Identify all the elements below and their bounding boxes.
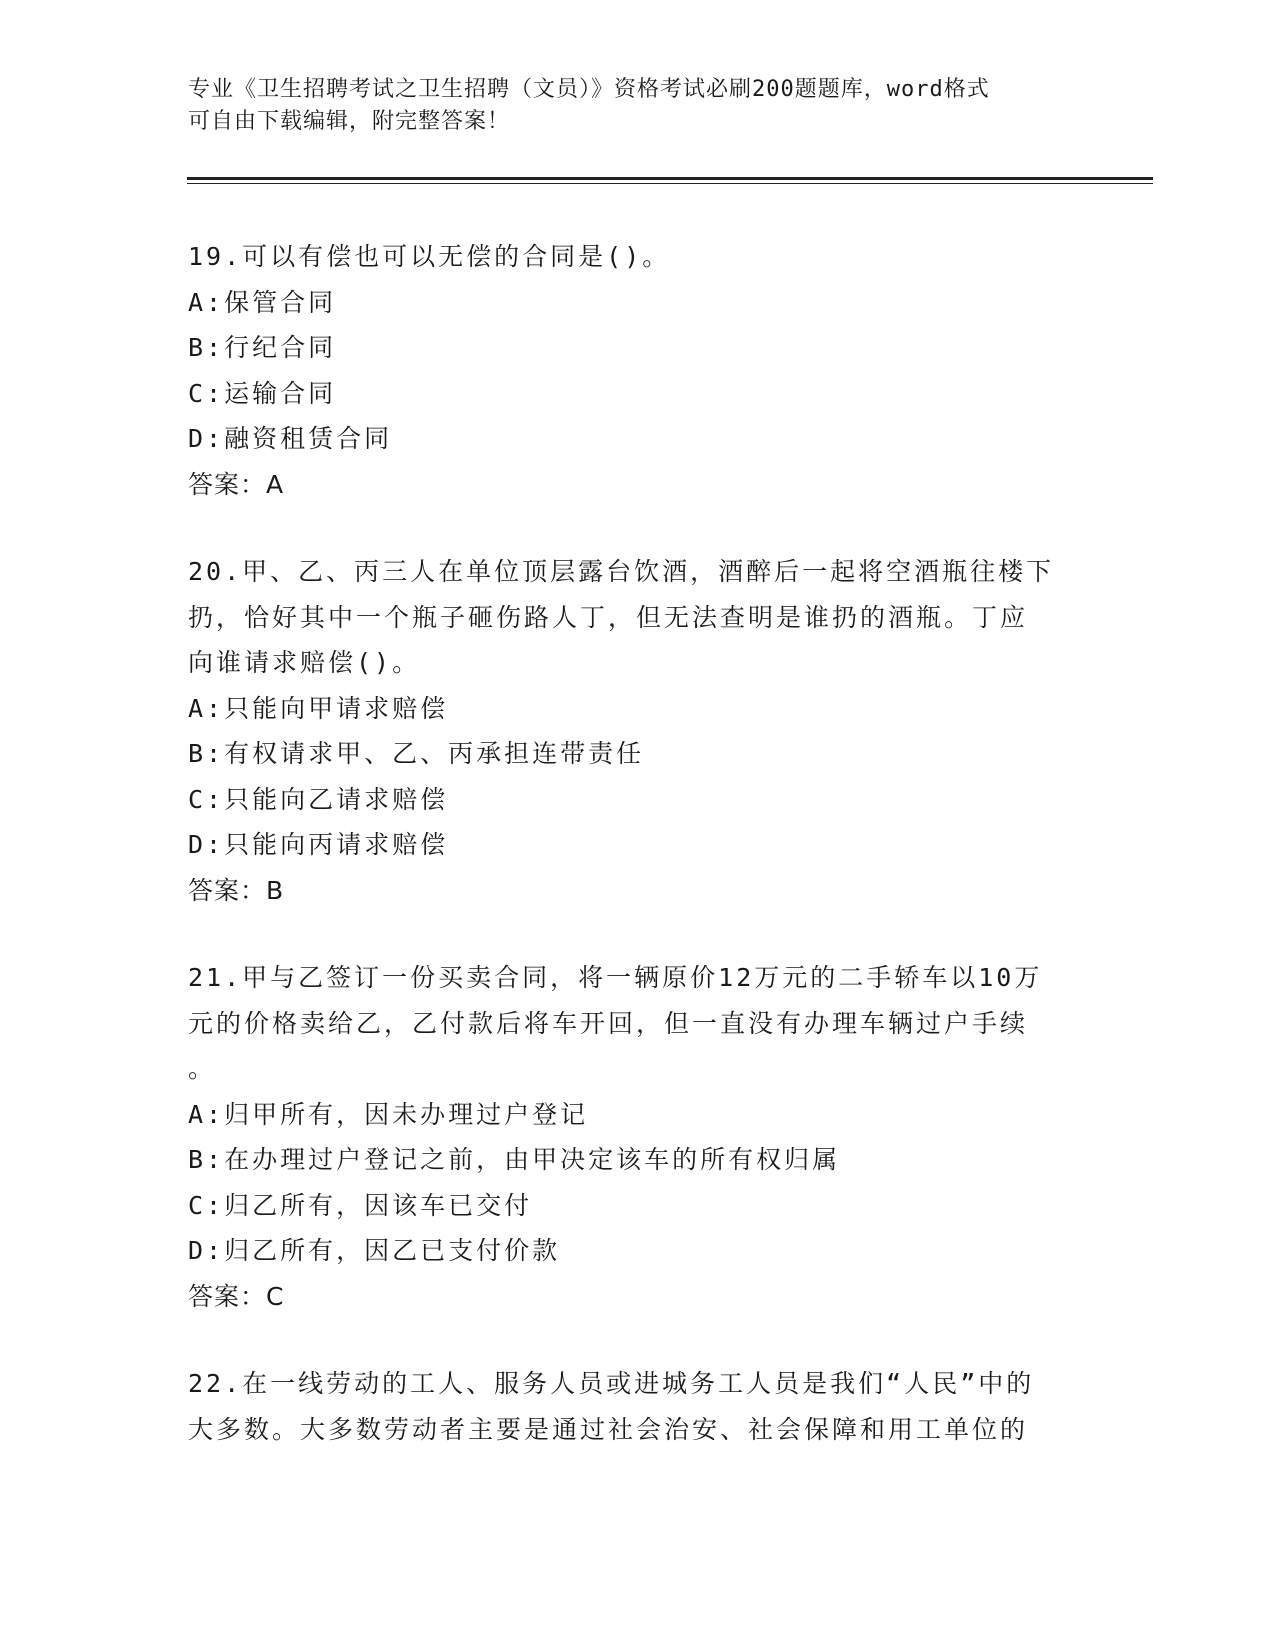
option-d: D:归乙所有，因乙已支付价款 bbox=[188, 1236, 561, 1265]
question-stem: 扔，恰好其中一个瓶子砸伤路人丁，但无法查明是谁扔的酒瓶。丁应 bbox=[188, 602, 1029, 632]
option-c: C:只能向乙请求赔偿 bbox=[188, 784, 449, 814]
option-b: B:行纪合同 bbox=[188, 333, 337, 362]
header-divider-thin bbox=[187, 183, 1153, 184]
answer-line: 答案：A bbox=[188, 469, 285, 499]
header-line-1: 专业《卫生招聘考试之卫生招聘（文员）》资格考试必刷200题题库，word格式 bbox=[188, 77, 990, 102]
question-stem: 21.甲与乙签订一份买卖合同，将一辆原价12万元的二手轿车以10万 bbox=[188, 963, 1043, 992]
question-21 bbox=[188, 955, 1088, 1319]
question-19 bbox=[188, 234, 1088, 507]
option-d: D:只能向丙请求赔偿 bbox=[188, 830, 449, 859]
option-c: C:归乙所有，因该车已交付 bbox=[188, 1190, 533, 1220]
question-list bbox=[188, 234, 1088, 1494]
header-line-2: 可自由下载编辑，附完整答案！ bbox=[188, 109, 511, 134]
option-c: C:运输合同 bbox=[188, 378, 337, 408]
answer-line: 答案：C bbox=[188, 1281, 285, 1311]
question-stem: 19.可以有偿也可以无偿的合同是()。 bbox=[188, 242, 671, 271]
option-a: A:归甲所有，因未办理过户登记 bbox=[188, 1099, 589, 1129]
document-header bbox=[188, 74, 1088, 138]
option-d: D:融资租赁合同 bbox=[188, 424, 393, 453]
question-20 bbox=[188, 549, 1088, 913]
question-22 bbox=[188, 1361, 1088, 1452]
option-a: A:保管合同 bbox=[188, 287, 337, 317]
question-stem: 22.在一线劳动的工人、服务人员或进城务工人员是我们“人民”中的 bbox=[188, 1369, 1035, 1398]
option-b: B:有权请求甲、乙、丙承担连带责任 bbox=[188, 739, 645, 768]
question-stem: 20.甲、乙、丙三人在单位顶层露台饮酒，酒醉后一起将空酒瓶往楼下 bbox=[188, 557, 1055, 586]
option-b: B:在办理过户登记之前，由甲决定该车的所有权归属 bbox=[188, 1145, 841, 1174]
answer-line: 答案：B bbox=[188, 875, 285, 905]
question-stem: 向谁请求赔偿()。 bbox=[188, 648, 421, 677]
header-divider-thick bbox=[187, 177, 1153, 180]
question-stem: 。 bbox=[188, 1054, 217, 1083]
question-stem: 大多数。大多数劳动者主要是通过社会治安、社会保障和用工单位的 bbox=[188, 1414, 1029, 1444]
question-stem: 元的价格卖给乙，乙付款后将车开回，但一直没有办理车辆过户手续 bbox=[188, 1008, 1029, 1038]
option-a: A:只能向甲请求赔偿 bbox=[188, 693, 449, 723]
